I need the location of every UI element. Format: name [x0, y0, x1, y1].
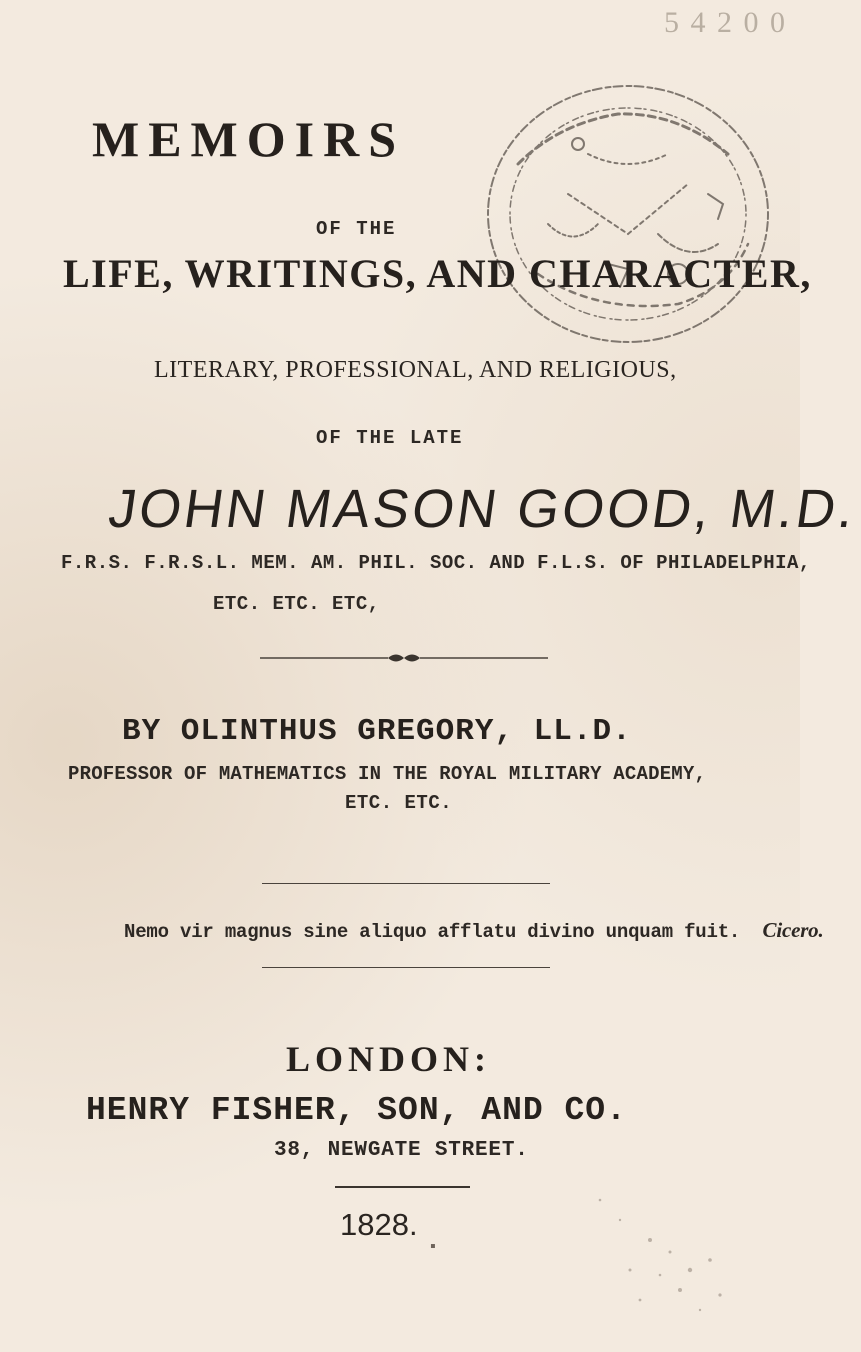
imprint-publisher: HENRY FISHER, SON, AND CO.: [86, 1092, 627, 1129]
epigraph-text: Nemo vir magnus sine aliquo afflatu divino unquam fuit.: [124, 921, 741, 943]
imprint-address: 38, NEWGATE STREET.: [274, 1139, 529, 1162]
divider: [335, 1186, 470, 1188]
title-of-the: OF THE: [316, 218, 397, 240]
library-shelf-mark: 5 4 2 0 0: [664, 6, 787, 39]
imprint-city: LONDON:: [286, 1039, 491, 1079]
subject-name: JOHN MASON GOOD, M.D.: [105, 479, 861, 539]
ink-mark-icon: ▪: [430, 1238, 436, 1255]
ornamental-rule-icon: [260, 648, 548, 668]
title-main: MEMOIRS: [92, 111, 405, 167]
epigraph: [124, 918, 824, 943]
title-qualifiers: LITERARY, PROFESSIONAL, AND RELIGIOUS,: [154, 357, 677, 383]
author-byline: BY OLINTHUS GREGORY, LL.D.: [122, 714, 632, 749]
divider: [262, 967, 550, 968]
subject-fellowships: F.R.S. F.R.S.L. MEM. AM. PHIL. SOC. AND F.L.S. OF PHILADELPHIA,: [61, 552, 811, 574]
of-the-late: OF THE LATE: [316, 427, 464, 449]
divider: [262, 883, 550, 884]
library-stamp-icon: [478, 74, 778, 364]
epigraph-attribution: Cicero.: [762, 918, 824, 942]
author-position-etc: ETC. ETC.: [345, 792, 453, 814]
title-subject-line: LIFE, WRITINGS, AND CHARACTER,: [63, 251, 812, 296]
subject-fellowships-etc: ETC. ETC. ETC,: [213, 593, 380, 615]
author-position: PROFESSOR OF MATHEMATICS IN THE ROYAL MILITARY ACADEMY,: [68, 763, 707, 785]
imprint-year: 1828.: [340, 1207, 418, 1242]
foxing-speckles-icon: [560, 1180, 760, 1330]
